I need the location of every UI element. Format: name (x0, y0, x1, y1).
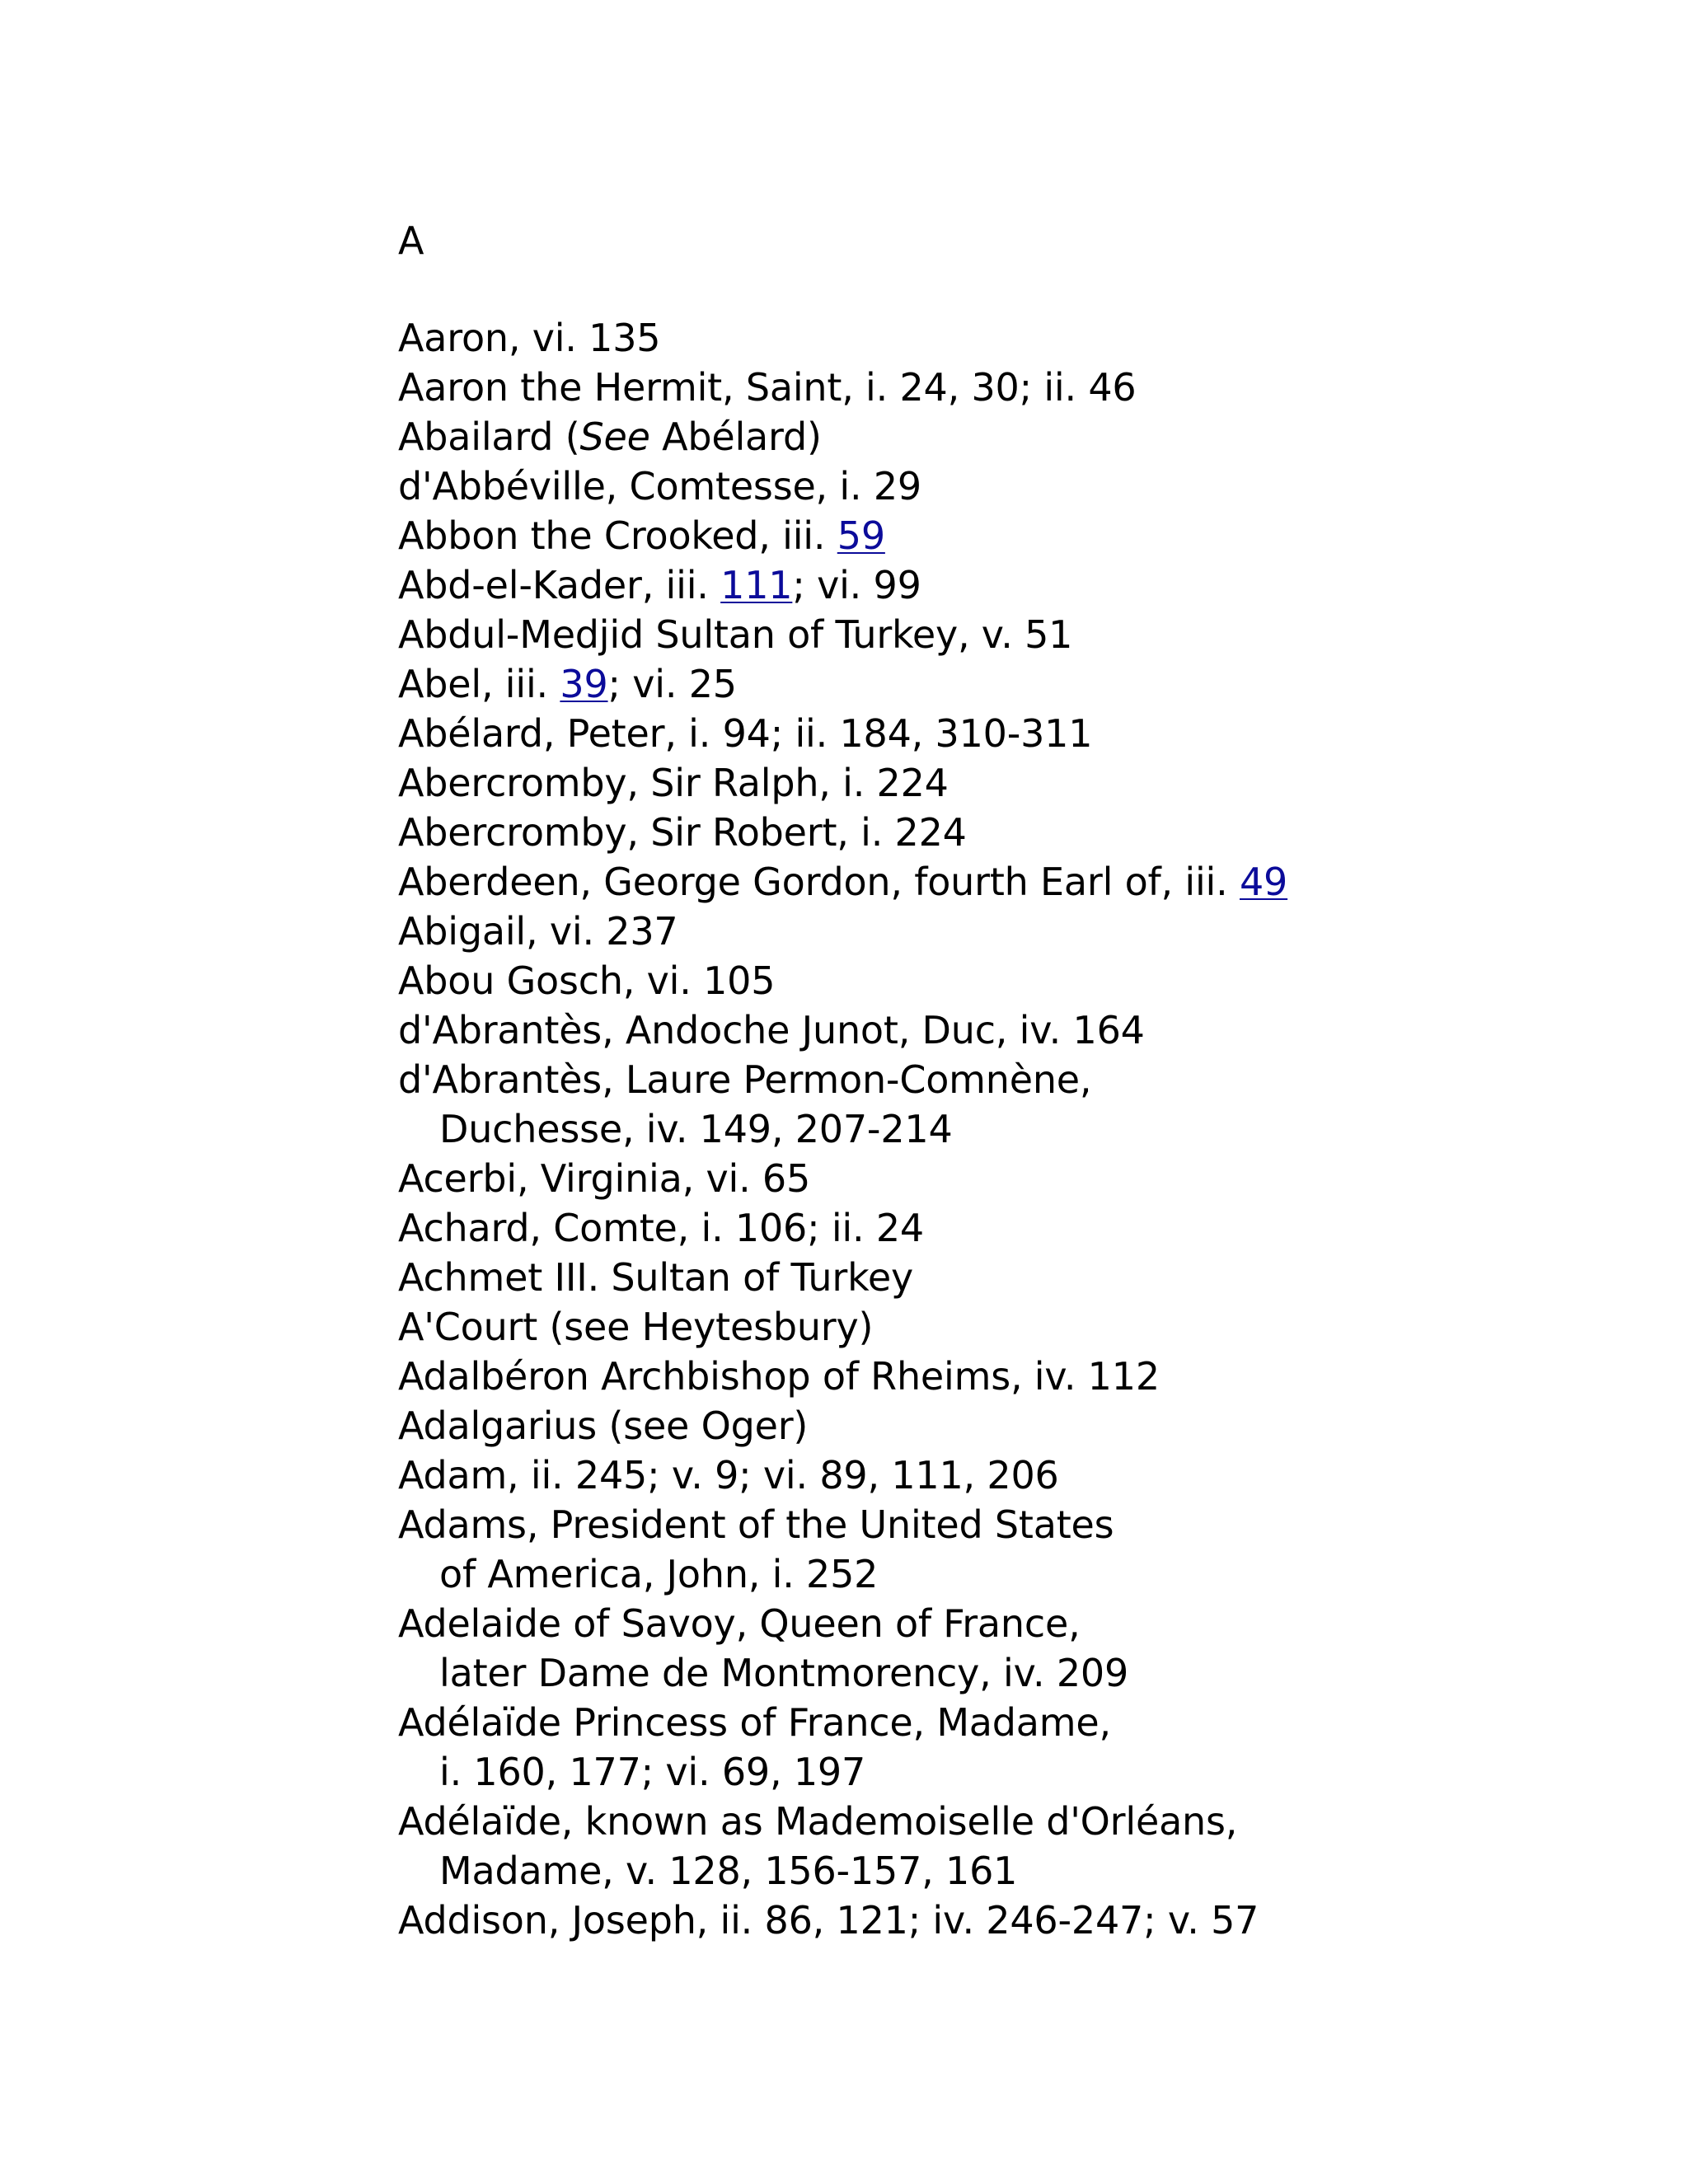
index-entry (398, 1203, 1634, 1253)
entry-text: Acerbi, Virginia, vi. 65 (398, 1156, 811, 1201)
entry-text: Abigail, vi. 237 (398, 909, 678, 954)
index-entries (398, 313, 1634, 1945)
index-entry (398, 1797, 1634, 1896)
index-entry (398, 1302, 1634, 1352)
entry-text: Adélaïde, known as Mademoiselle d'Orléans, (398, 1799, 1238, 1844)
entry-text: ; vi. 99 (792, 563, 921, 607)
entry-text: Adélaïde Princess of France, Madame, (398, 1700, 1111, 1745)
entry-continuation: i. 160, 177; vi. 69, 197 (439, 1750, 866, 1794)
index-entry (398, 758, 1634, 808)
page-link[interactable]: 59 (837, 513, 885, 558)
index-entry (398, 1698, 1634, 1797)
entry-text: Adelaide of Savoy, Queen of France, (398, 1601, 1081, 1646)
page-link[interactable]: 39 (560, 662, 608, 706)
index-entry (398, 313, 1634, 363)
entry-continuation: of America, John, i. 252 (439, 1552, 879, 1596)
index-entry (398, 511, 1634, 560)
section-letter: A (398, 218, 424, 263)
index-entry (398, 857, 1634, 907)
entry-text: Achmet III. Sultan of Turkey (398, 1255, 914, 1300)
entry-text: Abd-el-Kader, iii. (398, 563, 721, 607)
entry-continuation: later Dame de Montmorency, iv. 209 (439, 1651, 1129, 1695)
entry-text: Aaron the Hermit, Saint, i. 24, 30; ii. 46 (398, 365, 1137, 410)
entry-text: Adam, ii. 245; v. 9; vi. 89, 111, 206 (398, 1453, 1059, 1497)
index-page (398, 216, 1634, 1945)
index-entry (398, 412, 1634, 462)
page-link[interactable]: 49 (1239, 860, 1288, 904)
entry-text: ; vi. 25 (607, 662, 737, 706)
entry-text: A'Court (see Heytesbury) (398, 1305, 874, 1349)
index-entry (398, 462, 1634, 511)
entry-text: d'Abbéville, Comtesse, i. 29 (398, 464, 921, 509)
index-entry (398, 1401, 1634, 1451)
index-entry (398, 1253, 1634, 1302)
entry-text: Abélard) (649, 415, 822, 459)
entry-text: Adams, President of the United States (398, 1502, 1114, 1547)
entry-text: Abbon the Crooked, iii. (398, 513, 837, 558)
entry-text: Abailard ( (398, 415, 580, 459)
entry-text: Abel, iii. (398, 662, 560, 706)
index-entry (398, 610, 1634, 659)
index-entry (398, 808, 1634, 857)
index-entry (398, 659, 1634, 709)
index-entry (398, 1154, 1634, 1203)
entry-text: d'Abrantès, Andoche Junot, Duc, iv. 164 (398, 1008, 1145, 1052)
index-entry (398, 1352, 1634, 1401)
cross-reference-text: See (579, 415, 650, 459)
index-entry (398, 1599, 1634, 1698)
entry-text: Addison, Joseph, ii. 86, 121; iv. 246-247; v. 57 (398, 1898, 1259, 1943)
index-entry (398, 1005, 1634, 1055)
entry-text: Abou Gosch, vi. 105 (398, 958, 776, 1003)
entry-text: Abercromby, Sir Robert, i. 224 (398, 810, 967, 855)
entry-text: Adalgarius (see Oger) (398, 1404, 809, 1448)
index-entry (398, 907, 1634, 956)
index-entry (398, 1055, 1634, 1154)
entry-continuation: Duchesse, iv. 149, 207-214 (439, 1107, 953, 1151)
entry-text: Adalbéron Archbishop of Rheims, iv. 112 (398, 1354, 1160, 1399)
index-entry (398, 560, 1634, 610)
entry-text: Achard, Comte, i. 106; ii. 24 (398, 1206, 924, 1250)
entry-text: Abdul-Medjid Sultan of Turkey, v. 51 (398, 612, 1073, 657)
index-entry (398, 956, 1634, 1005)
entry-text: d'Abrantès, Laure Permon-Comnène, (398, 1057, 1092, 1102)
index-entry (398, 363, 1634, 412)
entry-text: Aaron, vi. 135 (398, 316, 661, 360)
index-entry (398, 1451, 1634, 1500)
page-link[interactable]: 111 (720, 563, 793, 607)
index-entry (398, 1896, 1634, 1945)
index-entry (398, 1500, 1634, 1599)
entry-text: Abercromby, Sir Ralph, i. 224 (398, 761, 949, 805)
entry-continuation: Madame, v. 128, 156-157, 161 (439, 1849, 1018, 1893)
index-entry (398, 709, 1634, 758)
entry-text: Aberdeen, George Gordon, fourth Earl of, iii. (398, 860, 1240, 904)
entry-text: Abélard, Peter, i. 94; ii. 184, 310-311 (398, 711, 1093, 756)
